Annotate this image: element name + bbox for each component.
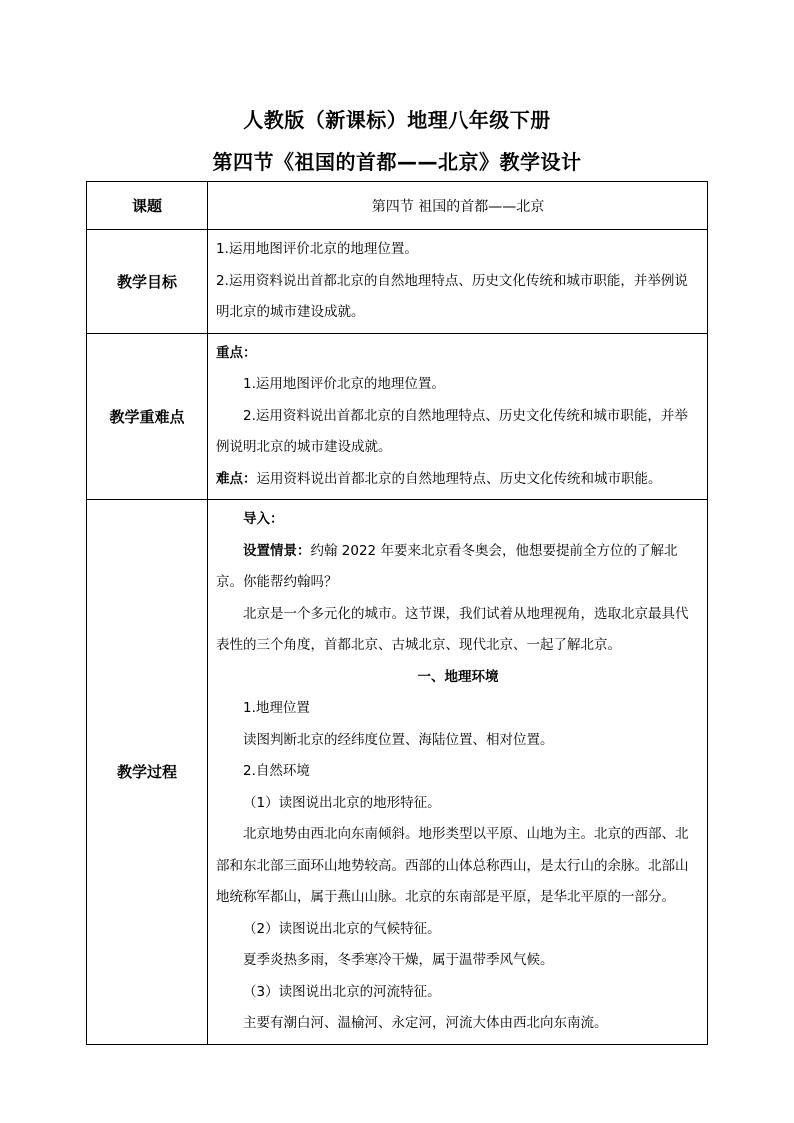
difficult-text: 运用资料说出首都北京的自然地理特点、历史文化传统和城市职能。 <box>256 470 662 487</box>
terrain-question: （1）读图说出北京的地形特征。 <box>243 794 441 811</box>
process-label: 教学过程 <box>87 500 208 1045</box>
process-content <box>208 500 708 1045</box>
river-question: （3）读图说出北京的河流特征。 <box>243 983 441 1000</box>
key-points-content <box>208 333 708 500</box>
scenario-paragraph <box>216 536 700 599</box>
intro-heading: 导入： <box>243 511 284 527</box>
document-subtitle: 第四节《祖国的首都——北京》教学设计 <box>212 150 582 174</box>
climate-answer: 夏季炎热多雨，冬季寒冷干燥，属于温带季风气候。 <box>243 952 554 968</box>
lesson-plan-table <box>86 181 708 1045</box>
goal-item-2: 2.运用资料说出首都北京的自然地理特点、历史文化传统和城市职能，并举例说明北京的城市建设成就。 <box>216 272 688 320</box>
document-title: 人教版（新课标）地理八年级下册 <box>243 108 551 132</box>
key-points-label: 教学重难点 <box>87 333 208 500</box>
climate-question: （2）读图说出北京的气候特征。 <box>243 920 441 937</box>
terrain-answer: 北京地势由西北向东南倾斜。地形类型以平原、山地为主。北京的西部、北部和东北部三面环山地势较高。西部的山体总称西山，是太行山的余脉。北部山地统称军都山，属于燕山山脉。北京的东南部是平原，是华北平原的一部分。 <box>216 826 689 905</box>
goals-content <box>208 230 708 334</box>
key-item-1: 1.运用地图评价北京的地理位置。 <box>243 376 445 392</box>
table-row-key-points <box>87 333 708 500</box>
intro-paragraph: 北京是一个多元化的城市。这节课，我们试着从地理视角，选取北京最具代表性的三个角度，首都北京、古城北京、现代北京、一起了解北京。 <box>216 605 689 653</box>
topic-value: 第四节 祖国的首都——北京 <box>208 182 708 230</box>
key-item-2: 2.运用资料说出首都北京的自然地理特点、历史文化传统和城市职能，并举例说明北京的城市建设成就。 <box>216 407 688 455</box>
environment-heading: 2.自然环境 <box>243 763 310 779</box>
table-row-goals <box>87 230 708 334</box>
table-row-topic <box>87 182 708 230</box>
river-answer: 主要有潮白河、温榆河、永定河，河流大体由西北向东南流。 <box>243 1015 608 1031</box>
scenario-label: 设置情景： <box>243 542 311 559</box>
location-text: 读图判断北京的经纬度位置、海陆位置、相对位置。 <box>243 731 554 748</box>
goal-item-1: 1.运用地图评价北京的地理位置。 <box>216 241 418 257</box>
difficult-line <box>216 464 700 496</box>
key-heading: 重点： <box>216 344 257 361</box>
topic-label: 课题 <box>87 182 208 230</box>
goals-label: 教学目标 <box>87 230 208 334</box>
location-heading: 1.地理位置 <box>243 700 310 716</box>
table-row-process <box>87 500 708 1045</box>
difficult-heading: 难点： <box>216 470 257 487</box>
scenario-text: 约翰 2022 年要来北京看冬奥会，他想要提前全方位的了解北京。你能帮约翰吗？ <box>216 542 678 590</box>
section-heading: 一、地理环境 <box>417 668 499 685</box>
